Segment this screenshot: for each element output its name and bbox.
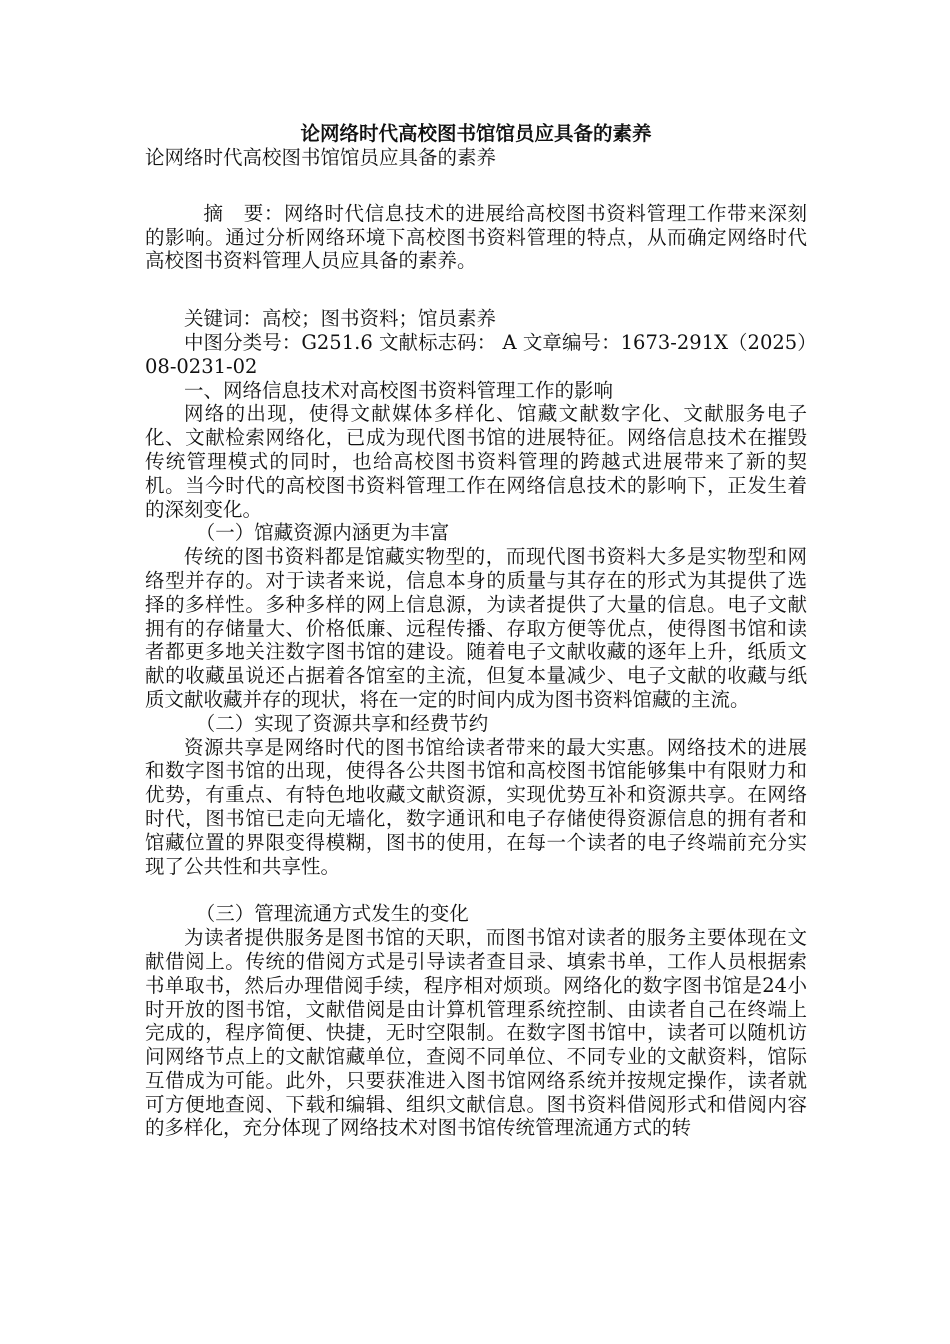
paragraph: 传统的图书资料都是馆藏实物型的，而现代图书资料大多是实物型和网络型并存的。对于读者来说，信息本身的质量与其存在的形式为其提供了选择的多样性。多种多样的网上信息源，为读者提供了大量的信息。电子文献拥有的存储量大、价格低廉、远程传播、存取方便等优点，使得图书馆和读者都更多地关注数字图书馆的建设。随着电子文献收藏的逐年上升，纸质文献的收藏虽说还占据着各馆室的主流，但复本量减少、电子文献的收藏与纸质文献收藏并存的现状，将在一定的时间内成为图书资料馆藏的主流。: [145, 545, 807, 711]
keywords: 关键词：高校；图书资料；馆员素养: [184, 307, 497, 331]
spacer: [145, 878, 807, 902]
subsection-heading: （二）实现了资源共享和经费节约: [195, 711, 489, 735]
document-title: 论网络时代高校图书馆馆员应具备的素养: [300, 122, 652, 145]
abstract: 摘 要：网络时代信息技术的进展给高校图书资料管理工作带来深刻的影响。通过分析网络环境下高校图书资料管理的特点，从而确定网络时代高校图书资料管理人员应具备的素养。: [145, 201, 807, 273]
classification: 中图分类号：G251.6 文献标志码： A 文章编号：1673-291X（2025）08-0231-02: [145, 330, 807, 378]
subsection-heading: （三）管理流通方式发生的变化: [195, 902, 469, 926]
paragraph: 资源共享是网络时代的图书馆给读者带来的最大实惠。网络技术的进展和数字图书馆的出现，使得各公共图书馆和高校图书馆能够集中有限财力和优势，有重点、有特色地收藏文献资源，实现优势互补和资源共享。在网络时代，图书馆已走向无墙化，数字通讯和电子存储使得资源信息的拥有者和馆藏位置的界限变得模糊，图书的使用，在每一个读者的电子终端前充分实现了公共性和共享性。: [145, 735, 807, 878]
paragraph: 为读者提供服务是图书馆的天职，而图书馆对读者的服务主要体现在文献借阅上。传统的借阅方式是引导读者查目录、填索书单，工作人员根据索书单取书，然后办理借阅手续，程序相对烦琐。网络化的数字图书馆是24小时开放的图书馆，文献借阅是由计算机管理系统控制、由读者自己在终端上完成的，程序简便、快捷，无时空限制。在数字图书馆中，读者可以随机访问网络节点上的文献馆藏单位，查阅不同单位、不同专业的文献资料，馆际互借成为可能。此外，只要获准进入图书馆网络系统并按规定操作，读者就可方便地查阅、下载和编辑、组织文献信息。图书资料借阅形式和借阅内容的多样化，充分体现了网络技术对图书馆传统管理流通方式的转: [145, 926, 807, 1140]
paragraph: 网络的出现，使得文献媒体多样化、馆藏文献数字化、文献服务电子化、文献检索网络化，已成为现代图书馆的进展特征。网络信息技术在摧毁传统管理模式的同时，也给高校图书资料管理的跨越式进展带来了新的契机。当今时代的高校图书资料管理工作在网络信息技术的影响下，正发生着的深刻变化。: [145, 402, 807, 521]
document-body: [145, 118, 807, 1140]
section-heading: 一、网络信息技术对高校图书资料管理工作的影响: [184, 378, 614, 402]
subsection-heading: （一）馆藏资源内涵更为丰富: [195, 521, 450, 545]
spacer: [145, 273, 807, 299]
document-subtitle: 论网络时代高校图书馆馆员应具备的素养: [145, 146, 497, 169]
spacer: [145, 170, 807, 194]
